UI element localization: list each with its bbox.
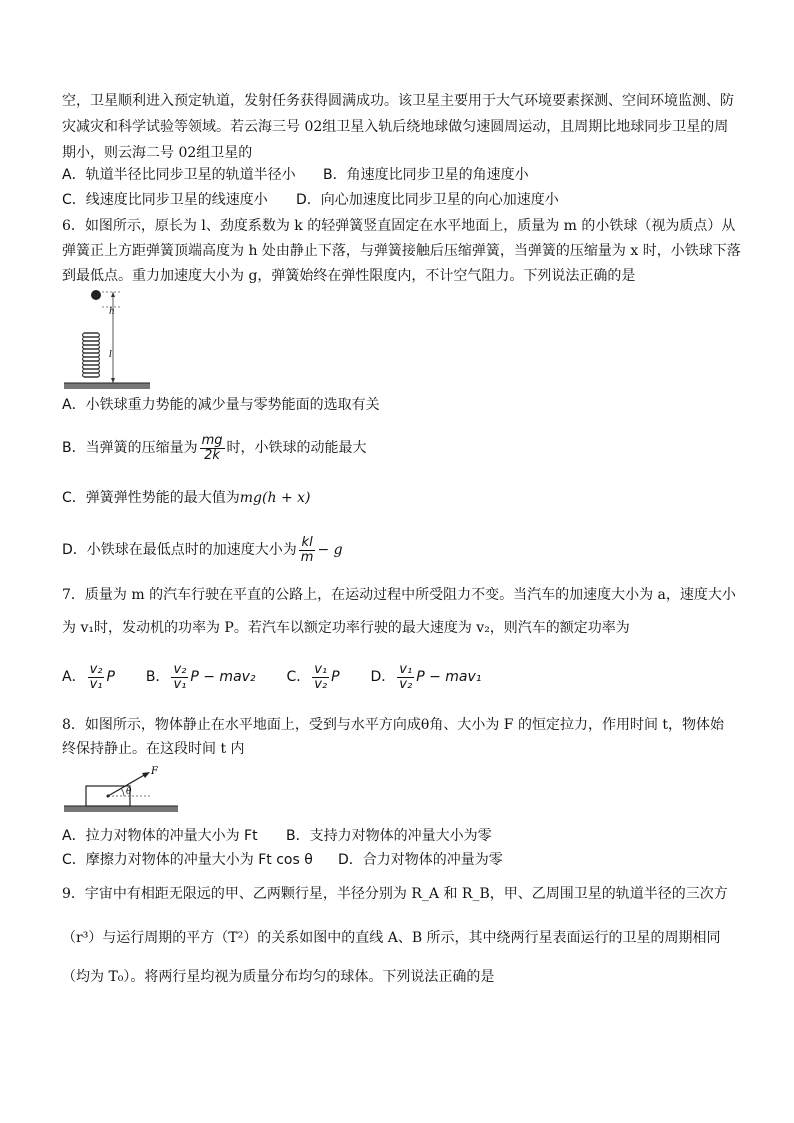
fraction-denominator: v₂ xyxy=(399,676,413,692)
q6-option-d xyxy=(62,533,343,567)
intro-line-2: 灾减灾和科学试验等领域。若云海三号 02组卫星入轨后绕地球做匀速圆周运动，且周期比地球同步卫星的周 xyxy=(62,119,729,135)
fraction-denominator: 2k xyxy=(204,447,220,463)
ground-icon xyxy=(64,806,178,812)
option-suffix: P − mav₁ xyxy=(416,669,482,685)
q6-option-b-fraction xyxy=(200,434,225,463)
option-suffix: P − mav₂ xyxy=(190,669,256,685)
fraction-denominator: v₁ xyxy=(173,676,187,692)
intro-line-3: 期小，则云海二号 02组卫星的 xyxy=(62,145,253,161)
q6-line-2: 弹簧正上方距弹簧顶端高度为 h 处由静止下落，与弹簧接触后压缩弹簧，当弹簧的压缩量为 x 时，小铁球下落 xyxy=(62,243,741,259)
q7-option-d xyxy=(370,661,482,692)
q6-option-b-prefix: B．当弹簧的压缩量为 xyxy=(62,440,198,456)
q9-line-2: （r³）与运行周期的平方（T²）的关系如图中的直线 A、B 所示，其中绕两行星表面运行的卫星的周期相同 xyxy=(62,930,721,946)
q7-option-c xyxy=(286,661,340,692)
q6-option-c-formula: mg(h + x) xyxy=(239,490,311,506)
fraction-numerator: kl xyxy=(299,536,316,551)
q8-line-2: 终保持静止。在这段时间 t 内 xyxy=(62,741,245,757)
q6-line-3: 到最低点。重力加速度大小为 g，弹簧始终在弹性限度内，不计空气阻力。下列说法正确的是 xyxy=(62,268,636,284)
q7-line-1: 7．质量为 m 的汽车行驶在平直的公路上，在运动过程中所受阻力不变。当汽车的加速度大小为 a，速度大小 xyxy=(62,587,736,603)
spring-icon xyxy=(84,333,98,377)
option-label: C． xyxy=(286,669,311,685)
q6-option-d-prefix: D．小铁球在最低点时的加速度大小为 xyxy=(62,542,297,558)
fraction-numerator: v₂ xyxy=(173,661,187,677)
iron-ball-icon xyxy=(91,290,101,300)
q7-line-2: 为 v₁时，发动机的功率为 P。若汽车以额定功率行驶的最大速度为 v₂，则汽车的额定功率为 xyxy=(62,620,630,636)
q6-option-b-suffix: 时，小铁球的动能最大 xyxy=(226,440,367,456)
q8-option-d: D．合力对物体的冲量为零 xyxy=(338,852,503,868)
fraction-denominator: v₂ xyxy=(314,676,328,692)
option-label: B． xyxy=(145,669,170,685)
q8-option-c: C．摩擦力对物体的冲量大小为 Ft cos θ xyxy=(62,852,313,868)
q6-option-c xyxy=(62,489,311,507)
q5-option-d: D．向心加速度比同步卫星的向心加速度小 xyxy=(296,192,559,208)
q7-option-a xyxy=(62,661,115,692)
option-suffix: P xyxy=(331,669,340,685)
option-fraction xyxy=(171,663,188,692)
option-fraction xyxy=(88,663,105,692)
intro-line-1: 空，卫星顺利进入预定轨道，发射任务获得圆满成功。该卫星主要用于大气环境要素探测、空间环境监测、防 xyxy=(62,93,734,109)
fraction-numerator: v₂ xyxy=(89,661,103,677)
fraction-numerator: v₁ xyxy=(314,661,328,677)
q9-line-3: （均为 T₀）。将两行星均视为质量分布均匀的球体。下列说法正确的是 xyxy=(62,969,495,985)
option-fraction xyxy=(397,663,414,692)
fraction-denominator: m xyxy=(300,549,314,565)
block-force-figure xyxy=(62,762,182,820)
q5-option-a: A．轨道半径比同步卫星的轨道半径小 xyxy=(62,167,296,183)
option-fraction xyxy=(312,663,329,692)
force-label: F xyxy=(151,766,158,777)
option-label: A． xyxy=(62,669,86,685)
spring-ball-figure xyxy=(62,287,152,391)
option-suffix: P xyxy=(106,669,115,685)
q5-option-b: B．角速度比同步卫星的角速度小 xyxy=(323,167,529,183)
q6-option-a: A．小铁球重力势能的减少量与零势能面的选取有关 xyxy=(62,397,380,413)
ground-icon xyxy=(64,383,150,389)
fraction-numerator: v₁ xyxy=(399,661,413,677)
fraction-numerator: mg xyxy=(201,432,223,448)
q6-option-c-prefix: C．弹簧弹性势能的最大值为 xyxy=(62,490,240,506)
fraction-denominator: v₁ xyxy=(89,676,103,692)
angle-label: θ xyxy=(126,787,132,797)
q7-options xyxy=(62,660,481,694)
q8-option-b: B．支持力对物体的冲量大小为零 xyxy=(286,828,492,844)
q6-option-d-suffix: − g xyxy=(317,542,343,558)
q5-option-c: C．线速度比同步卫星的线速度小 xyxy=(62,192,268,208)
q9-line-1: 9．宇宙中有相距无限远的甲、乙两颗行星，半径分别为 R_A 和 R_B，甲、乙周围卫星的轨道半径的三次方 xyxy=(62,886,728,902)
height-label-h: h xyxy=(109,307,115,317)
q6-line-1: 6．如图所示，原长为 l、劲度系数为 k 的轻弹簧竖直固定在水平地面上，质量为 m 的小铁球（视为质点）从 xyxy=(62,218,736,234)
q8-line-1: 8．如图所示，物体静止在水平地面上，受到与水平方向成θ角、大小为 F 的恒定拉力，作用时间 t，物体始 xyxy=(62,717,725,733)
length-label-l: l xyxy=(109,350,112,360)
q6-option-d-fraction xyxy=(299,536,316,565)
option-label: D． xyxy=(370,669,396,685)
q7-option-b xyxy=(145,661,256,692)
q6-option-b xyxy=(62,431,367,465)
q8-option-a: A．拉力对物体的冲量大小为 Ft xyxy=(62,828,258,844)
